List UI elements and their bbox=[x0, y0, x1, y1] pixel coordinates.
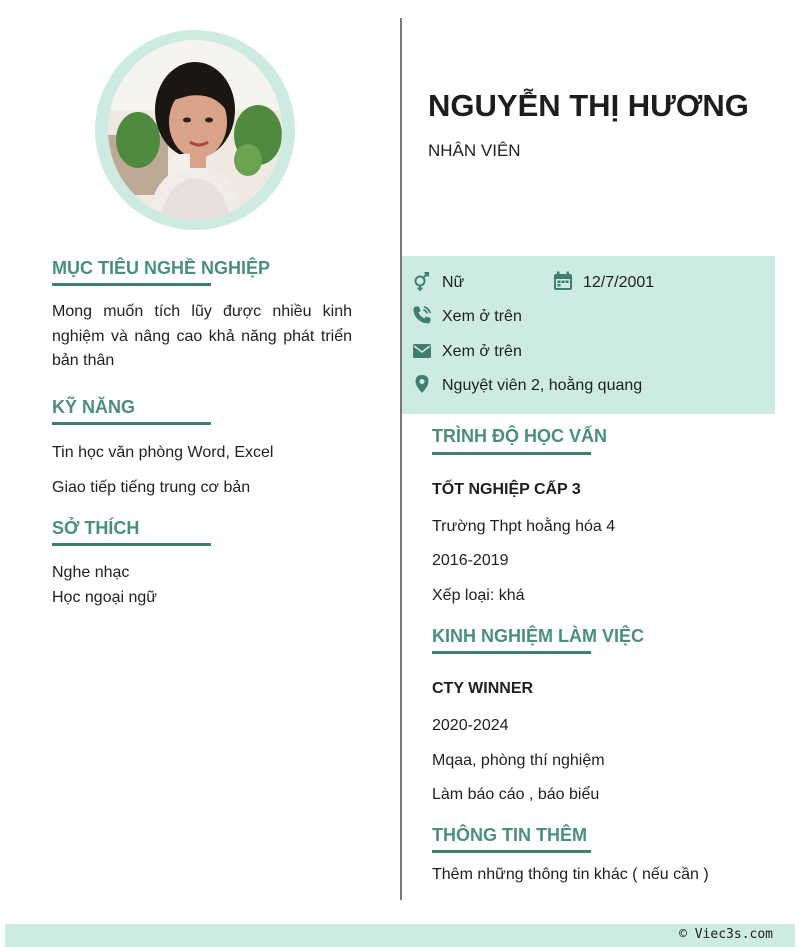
column-divider bbox=[400, 18, 402, 900]
email-value: Xem ở trên bbox=[442, 343, 522, 360]
skills-underline bbox=[52, 422, 211, 425]
education-grade: Xếp loại: khá bbox=[432, 587, 525, 604]
experience-title: KINH NGHIỆM LÀM VIỆC bbox=[432, 626, 645, 646]
gender-value: Nữ bbox=[442, 274, 465, 291]
education-years: 2016-2019 bbox=[432, 552, 509, 569]
phone-icon bbox=[412, 305, 432, 325]
address-value: Nguyệt viên 2, hoằng quang bbox=[442, 377, 643, 394]
experience-role: Mqaa, phòng thí nghiệm bbox=[432, 752, 605, 769]
education-underline bbox=[432, 452, 591, 455]
objective-text: Mong muốn tích lũy được nhiều kinh nghiệm và nâng cao khả năng phát triển bản thân bbox=[52, 303, 352, 369]
education-title: TRÌNH ĐỘ HỌC VẤN bbox=[432, 426, 607, 446]
education-degree: TỐT NGHIỆP CẤP 3 bbox=[432, 481, 581, 498]
location-pin-icon bbox=[412, 374, 432, 394]
footer-credit: © Viec3s.com bbox=[679, 927, 773, 942]
experience-years: 2020-2024 bbox=[432, 717, 509, 734]
objective-title: MỤC TIÊU NGHỀ NGHIỆP bbox=[52, 258, 271, 278]
skill-item: Tin học văn phòng Word, Excel bbox=[52, 444, 274, 461]
footer-bar bbox=[5, 924, 795, 947]
candidate-name: NGUYỄN THỊ HƯƠNG bbox=[428, 88, 749, 123]
birthdate-value: 12/7/2001 bbox=[583, 274, 655, 291]
extra-info-underline bbox=[432, 850, 591, 853]
hobby-item: Nghe nhạc bbox=[52, 564, 130, 581]
hobbies-underline bbox=[52, 543, 211, 546]
experience-underline bbox=[432, 651, 591, 654]
hobbies-title: SỞ THÍCH bbox=[52, 518, 140, 538]
avatar bbox=[108, 40, 282, 220]
gender-icon bbox=[412, 272, 432, 292]
skill-item: Giao tiếp tiếng trung cơ bản bbox=[52, 479, 251, 496]
email-icon bbox=[412, 341, 432, 361]
candidate-role: NHÂN VIÊN bbox=[428, 141, 521, 160]
calendar-icon bbox=[553, 271, 573, 291]
extra-info-title: THÔNG TIN THÊM bbox=[432, 825, 587, 845]
avatar-frame bbox=[95, 30, 295, 230]
objective-underline bbox=[52, 283, 211, 286]
phone-value: Xem ở trên bbox=[442, 308, 522, 325]
hobby-item: Học ngoại ngữ bbox=[52, 589, 157, 606]
experience-company: CTY WINNER bbox=[432, 680, 534, 697]
skills-title: KỸ NĂNG bbox=[52, 397, 136, 417]
extra-info-text: Thêm những thông tin khác ( nếu cần ) bbox=[432, 866, 709, 883]
contact-panel bbox=[402, 256, 775, 414]
avatar-photo bbox=[108, 40, 282, 220]
education-school: Trường Thpt hoằng hóa 4 bbox=[432, 518, 616, 535]
experience-task: Làm báo cáo , báo biểu bbox=[432, 786, 600, 803]
